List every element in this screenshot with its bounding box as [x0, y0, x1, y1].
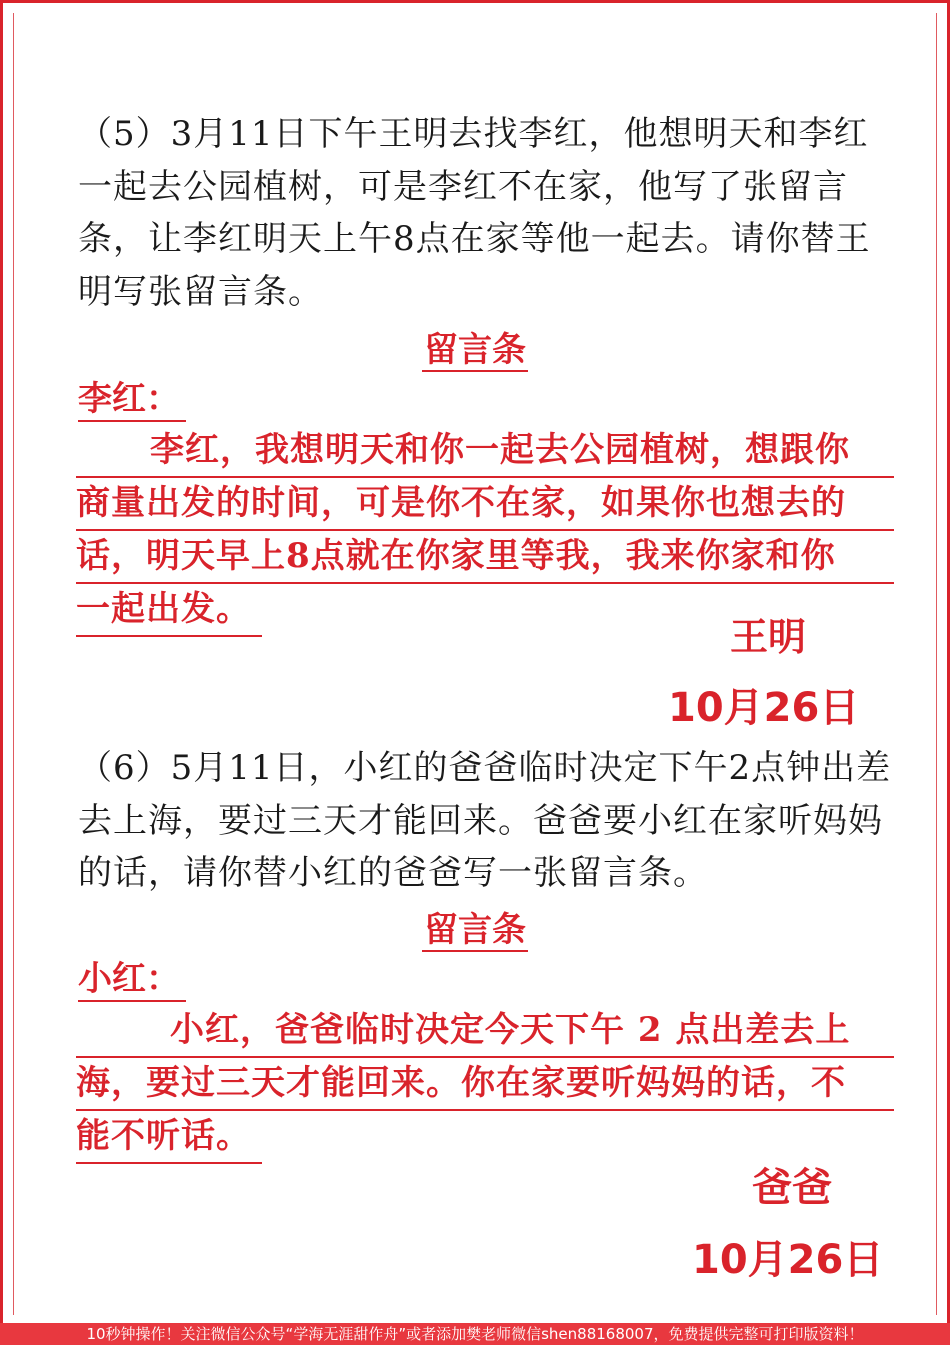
note-greeting-6: 小红： — [78, 958, 186, 1002]
note-title-6: 留言条 — [424, 910, 526, 950]
note-line: 商量出发的时间，可是你不在家，如果你也想去的 — [76, 478, 894, 531]
signer-6: 爸爸 — [752, 1165, 832, 1211]
note-greeting-5: 李红： — [78, 378, 186, 422]
question-5-text: （5）3月11日下午王明去找李红，他想明天和李红一起去公园植树，可是李红不在家，他写了张留言条，让李红明天上午8点在家等他一起去。请你替王明写张留言条。 — [78, 114, 871, 312]
note-line: 海，要过三天才能回来。你在家要听妈妈的话，不 — [76, 1058, 894, 1111]
question-6-text: （6）5月11日，小红的爸爸临时决定下午2点钟出差去上海，要过三天才能回来。爸爸要小红在家听妈妈的话，请你替小红的爸爸写一张留言条。 — [78, 748, 892, 893]
date-6: 10月26日 — [692, 1237, 884, 1283]
note-line: 话，明天早上8点就在你家里等我，我来你家和你 — [76, 531, 894, 584]
note-line: 一起出发。 — [76, 584, 262, 637]
date-5: 10月26日 — [668, 685, 860, 731]
note-line: 能不听话。 — [76, 1111, 262, 1164]
signer-5: 王明 — [730, 615, 807, 659]
footer-banner: 10秒钟操作！关注微信公众号“学海无涯甜作舟”或者添加樊老师微信shen88168007，免费提供完整可打印版资料！ — [0, 1323, 950, 1345]
note-line: 小红，爸爸临时决定今天下午 2 点出差去上 — [76, 1005, 894, 1058]
note-line: 李红，我想明天和你一起去公园植树，想跟你 — [76, 425, 894, 478]
note-body-6 — [76, 1005, 894, 1164]
note-title-5: 留言条 — [424, 330, 526, 370]
